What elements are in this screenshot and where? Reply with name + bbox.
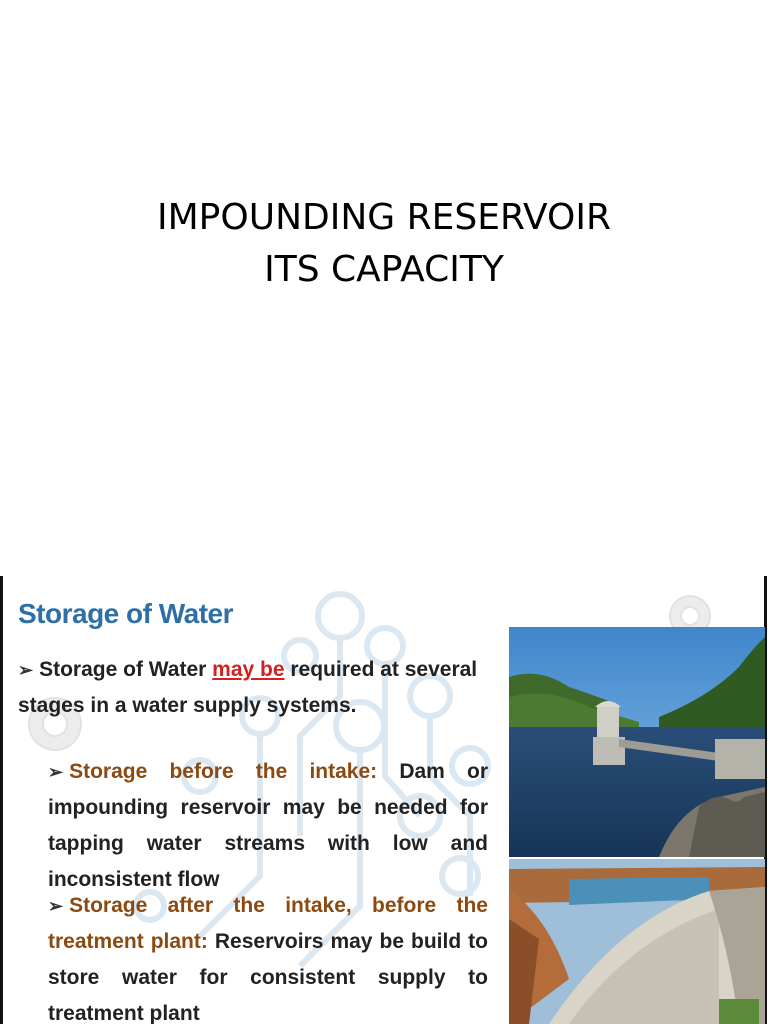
arch-dam-photo <box>509 859 765 1024</box>
bullet3-text: Reservoirs may be build to store water for consistent supply to treatment plant <box>48 930 488 1024</box>
bullet1-highlight: may be <box>212 658 285 681</box>
bullet2-label: Storage before the intake: <box>69 760 378 783</box>
arrow-bullet-icon: ➢ <box>48 896 64 916</box>
slide-heading: Storage of Water <box>18 598 233 629</box>
bullet-storage-after-intake <box>48 888 488 1024</box>
bullet2-text: Dam or impounding reservoir may be needed for tapping water streams with low and inconsistent flow <box>48 760 489 891</box>
arrow-bullet-icon: ➢ <box>18 660 34 680</box>
bullet-storage-stages <box>18 652 488 724</box>
slide-image <box>0 576 768 1024</box>
bullet3-label: Storage after the intake, before the treatment plant: <box>48 894 488 953</box>
arrow-bullet-icon: ➢ <box>48 762 64 782</box>
bullet-storage-before-intake <box>48 754 488 898</box>
bullet1-text-after: required at several stages in a water supply systems. <box>18 658 478 717</box>
title-line-1: IMPOUNDING RESERVOIR <box>157 197 611 238</box>
bullet1-text-before: Storage of Water <box>39 658 213 681</box>
reservoir-intake-tower-photo <box>509 627 765 857</box>
page-title <box>0 192 768 296</box>
title-line-2: ITS CAPACITY <box>264 249 504 290</box>
slide-border-left <box>0 576 3 1024</box>
